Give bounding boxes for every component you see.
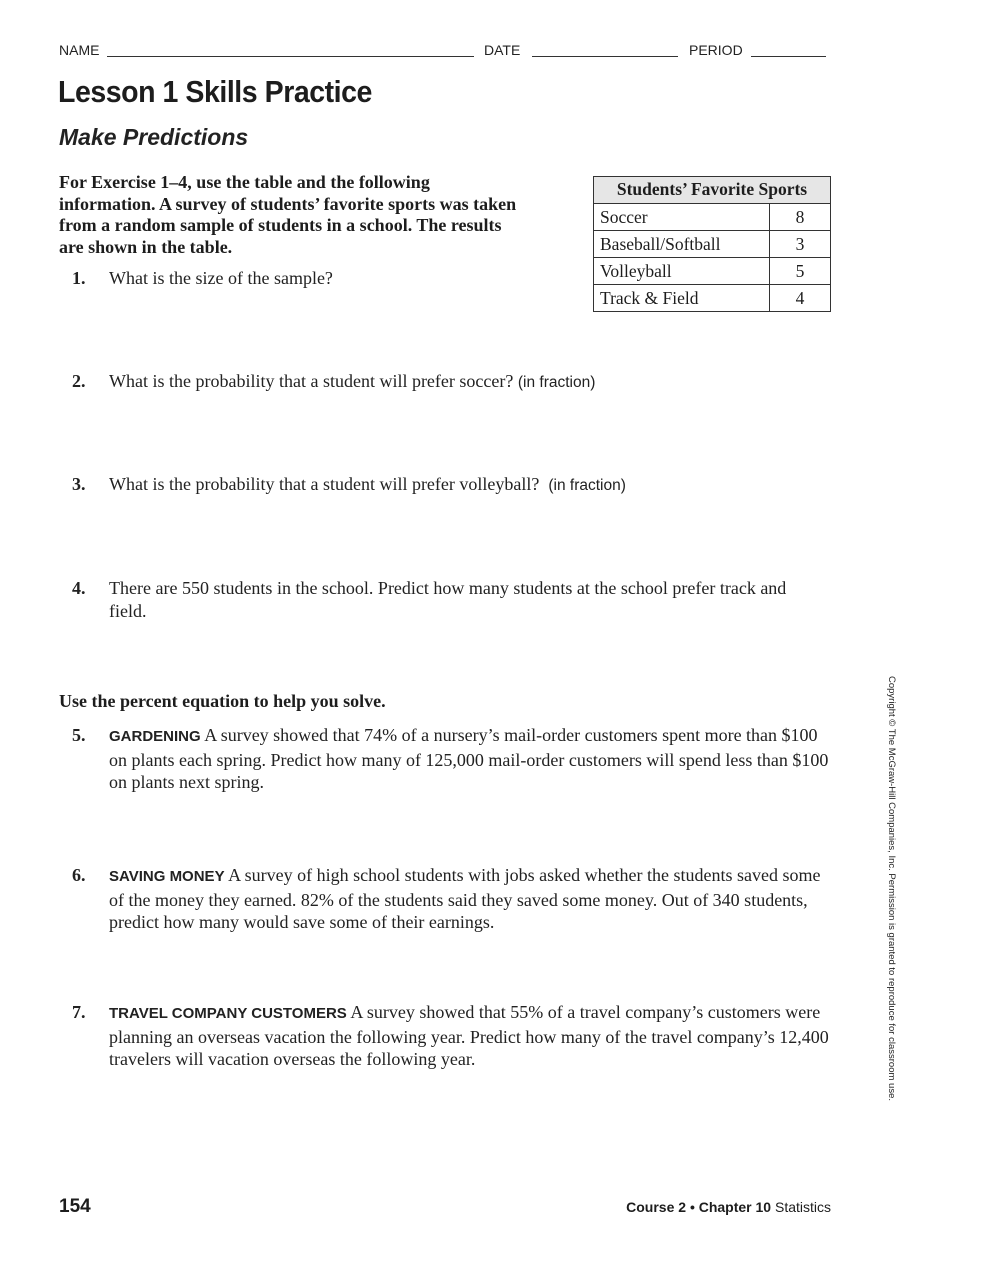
- exercise-instructions: For Exercise 1–4, use the table and the following information. A survey of students’ favorite sports was taken from a random sample of students in a school. The results are shown in the table.: [59, 172, 517, 257]
- footer-chapter: Chapter 10: [698, 1199, 772, 1215]
- question-text: What is the size of the sample?: [109, 268, 333, 288]
- problem-text: A survey showed that 74% of a nursery’s mail-order customers spent more than $100 on plants each spring. Predict how many of 125,000 mail-order customers will spend less than $100 on plants next spring.: [109, 725, 829, 792]
- date-field[interactable]: [532, 56, 678, 57]
- problem-7: [72, 1001, 832, 1071]
- count-cell: 4: [770, 285, 831, 312]
- problem-tag: TRAVEL COMPANY CUSTOMERS: [109, 1005, 347, 1022]
- sport-cell: Volleyball: [594, 258, 770, 285]
- page-number: 154: [59, 1196, 91, 1217]
- table-title: Students’ Favorite Sports: [594, 177, 831, 204]
- footer-bullet: •: [689, 1199, 695, 1215]
- question-number: 4.: [72, 578, 86, 598]
- problem-text: A survey of high school students with jobs asked whether the students saved some of the money they earned. 82% of the students said they saved some money. Out of 340 students, predict how many would save some of their earnings.: [109, 865, 821, 932]
- problem-text: A survey showed that 55% of a travel company’s customers were planning an overseas vacation the following year. Predict how many of the travel company’s 12,400 travelers will vacation overseas the following year.: [109, 1002, 829, 1069]
- footer-course: Course 2: [626, 1199, 687, 1215]
- question-text: What is the probability that a student will prefer volleyball?: [109, 474, 540, 494]
- table-row: [594, 285, 831, 312]
- sport-cell: Track & Field: [594, 285, 770, 312]
- answer-format-note: (in fraction): [548, 477, 626, 494]
- question-number: 1.: [72, 268, 86, 288]
- page-subtitle: Make Predictions: [59, 124, 249, 150]
- section-heading: Use the percent equation to help you solve.: [59, 691, 386, 711]
- table-row: [594, 231, 831, 258]
- question-text: There are 550 students in the school. Predict how many students at the school prefer track and field.: [109, 578, 787, 621]
- table-row: [594, 258, 831, 285]
- question-number: 2.: [72, 371, 86, 391]
- sport-cell: Soccer: [594, 204, 770, 231]
- period-label: PERIOD: [689, 42, 743, 58]
- sport-cell: Baseball/Softball: [594, 231, 770, 258]
- table-row: [594, 204, 831, 231]
- name-label: NAME: [59, 42, 100, 58]
- problem-number: 6.: [72, 865, 86, 885]
- page-title: Lesson 1 Skills Practice: [58, 74, 372, 109]
- problem-6: [72, 864, 837, 934]
- count-cell: 8: [770, 204, 831, 231]
- favorite-sports-table: [593, 176, 831, 312]
- problem-number: 5.: [72, 725, 86, 745]
- period-field[interactable]: [751, 56, 826, 57]
- copyright-notice: Copyright © The McGraw-Hill Companies, Inc. Permission is granted to reproduce for classroom use.: [886, 676, 897, 1101]
- problem-number: 7.: [72, 1002, 86, 1022]
- answer-format-note: (in fraction): [517, 374, 596, 391]
- count-cell: 3: [770, 231, 831, 258]
- name-field[interactable]: [107, 56, 474, 57]
- question-3: [72, 473, 752, 498]
- problem-tag: GARDENING: [109, 728, 201, 745]
- question-text: What is the probability that a student will prefer soccer?: [109, 371, 514, 391]
- question-2: [72, 370, 712, 395]
- question-number: 3.: [72, 474, 86, 494]
- question-4: [72, 577, 817, 622]
- date-label: DATE: [484, 42, 521, 58]
- problem-tag: SAVING MONEY: [109, 868, 225, 885]
- count-cell: 5: [770, 258, 831, 285]
- problem-5: [72, 724, 832, 794]
- question-1: [72, 267, 572, 290]
- footer-topic: Statistics: [774, 1199, 831, 1215]
- footer-course-info: [626, 1199, 831, 1215]
